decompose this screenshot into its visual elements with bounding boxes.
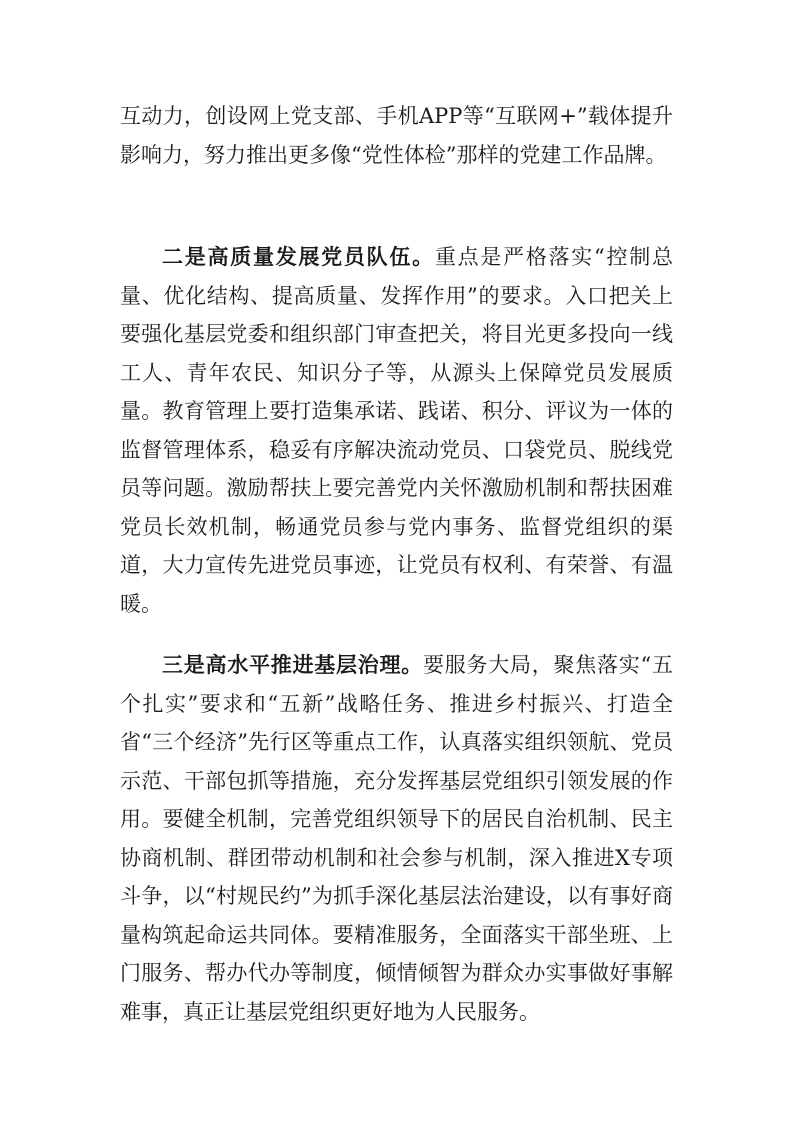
paragraph-lead-heading: 二是高质量发展党员队伍。 bbox=[162, 244, 435, 269]
paragraph-body: 互动力，创设网上党支部、手机APP等“互联网+”载体提升影响力，努力推出更多像“党性体检”那样的党建工作品牌。 bbox=[120, 104, 673, 167]
paragraph-lead-heading: 三是高水平推进基层治理。 bbox=[162, 652, 423, 677]
paragraph-grassroots-governance bbox=[120, 646, 673, 1031]
paragraph-body: 重点是严格落实“控制总量、优化结构、提高质量、发挥作用”的要求。入口把关上要强化基层党委和组织部门审查把关，将目光更多投向一线工人、青年农民、知识分子等，从源头上保障党员发展质量。教育管理上要打造集承诺、践诺、积分、评议为一体的监督管理体系，稳妥有序解决流动党员、口袋党员、脱线党员等问题。激励帮扶上要完善党内关怀激励机制和帮扶困难党员长效机制，畅通党员参与党内事务、监督党组织的渠道，大力宣传先进党员事迹，让党员有权利、有荣誉、有温暖。 bbox=[120, 245, 673, 616]
paragraph-party-members bbox=[120, 238, 673, 623]
paragraph-body: 要服务大局，聚焦落实“五个扎实”要求和“五新”战略任务、推进乡村振兴、打造全省“三个经济”先行区等重点工作，认真落实组织领航、党员示范、干部包抓等措施，充分发挥基层党组织引领发展的作用。要健全机制，完善党组织领导下的居民自治机制、民主协商机制、群团带动机制和社会参与机制，深入推进X专项斗争，以“村规民约”为抓手深化基层法治建设，以有事好商量构筑起命运共同体。要精准服务，全面落实干部坐班、上门服务、帮办代办等制度，倾情倾智为群众办实事做好事解难事，真正让基层党组织更好地为人民服务。 bbox=[120, 653, 673, 1024]
paragraph-continuation bbox=[120, 97, 673, 174]
